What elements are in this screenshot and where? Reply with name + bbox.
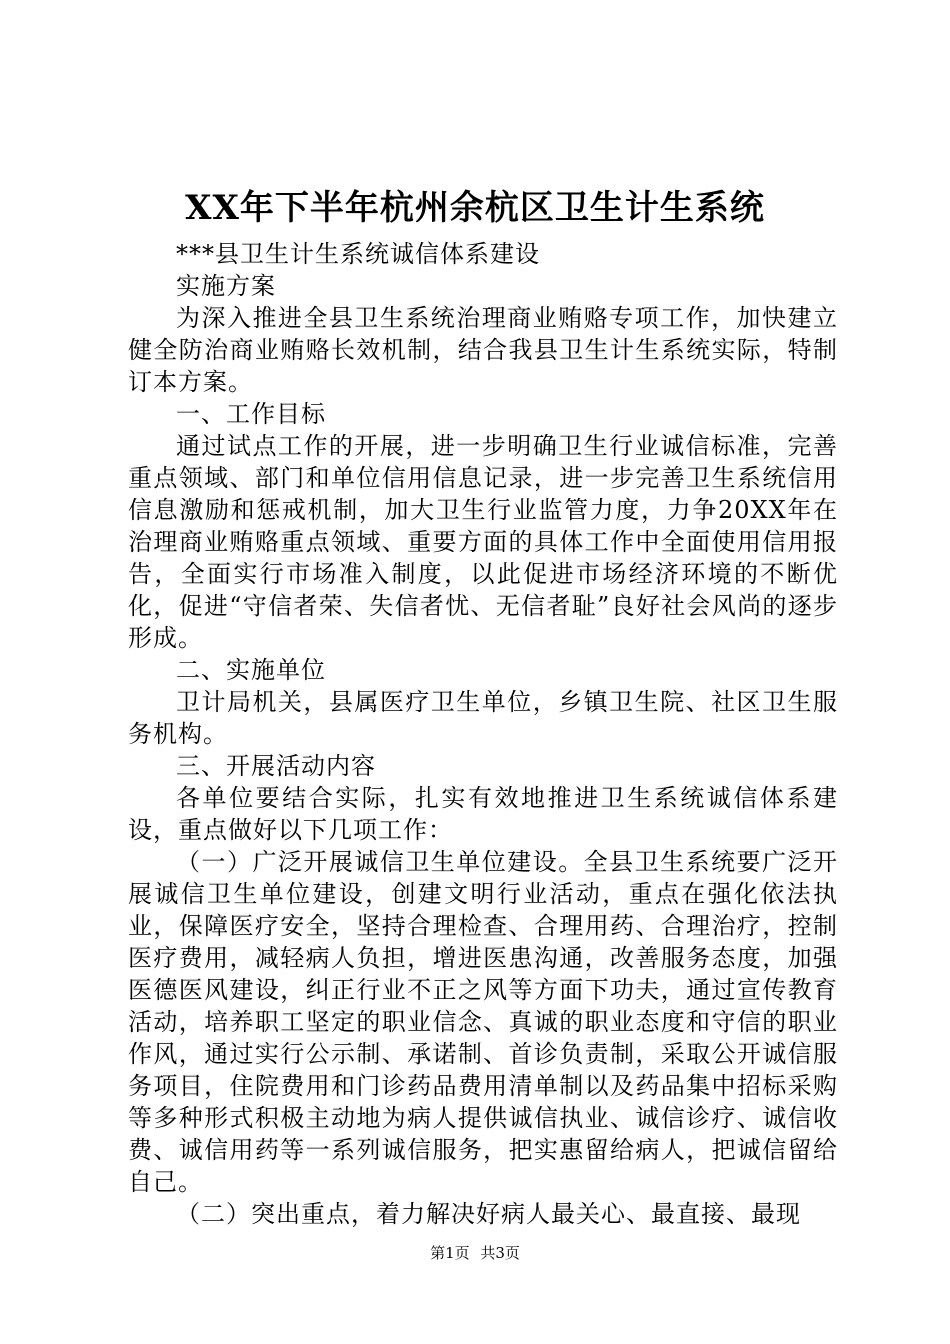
paragraph-item-2: （二）突出重点，着力解决好病人最关心、最直接、最现 bbox=[176, 1200, 801, 1228]
paragraph-item-1: （一）广泛开展诚信卫生单位建设。全县卫生系统要广泛开展诚信卫生单位建设，创建文明行业活动，重点在强化依法执业，保障医疗安全，坚持合理检查、合理用药、合理治疗，控制医疗费用，减轻病人负担，增进医患沟通，改善服务态度，加强医德医风建设，纠正行业不正之风等方面下功夫，通过宣传教育活动，培养职工坚定的职业信念、真诚的职业态度和守信的职业作风，通过实行公示制、承诺制、首诊负责制，采取公开诚信服务项目，住院费用和门诊药品费用清单制以及药品集中招标采购等多种形式积极主动地为病人提供诚信执业、诚信诊疗、诚信收费、诚信用药等一系列诚信服务，把实惠留给病人，把诚信留给自己。 bbox=[128, 848, 838, 1196]
paragraph-intro: 为深入推进全县卫生系统治理商业贿赂专项工作，加快建立健全防治商业贿赂长效机制，结合我县卫生计生系统实际，特制订本方案。 bbox=[128, 304, 838, 396]
paragraph-goals: 通过试点工作的开展，进一步明确卫生行业诚信标准，完善重点领域、部门和单位信用信息记录，进一步完善卫生系统信用信息激励和惩戒机制，加大卫生行业监管力度，力争20XX年在治理商业贿赂重点领域、重要方面的具体工作中全面使用信用报告，全面实行市场准入制度，以此促进市场经济环境的不断优化，促进“守信者荣、失信者忧、无信者耻”良好社会风尚的逐步形成。 bbox=[128, 432, 838, 652]
paragraph-units: 卫计局机关，县属医疗卫生单位，乡镇卫生院、社区卫生服务机构。 bbox=[128, 688, 838, 748]
paragraph-activities-intro: 各单位要结合实际，扎实有效地推进卫生系统诚信体系建设，重点做好以下几项工作： bbox=[128, 784, 838, 844]
section-heading-activities: 三、开展活动内容 bbox=[176, 752, 376, 780]
document-title: XX年下半年杭州余杭区卫生计生系统 bbox=[185, 188, 765, 228]
paragraph-subtitle: ***县卫生计生系统诚信体系建设 bbox=[176, 240, 540, 268]
page-total: 共3页 bbox=[480, 1244, 520, 1262]
paragraph-plan-label: 实施方案 bbox=[176, 272, 276, 300]
page-number: 第1页 bbox=[430, 1244, 470, 1262]
document-body bbox=[128, 238, 838, 1230]
page-footer bbox=[0, 1243, 950, 1263]
section-heading-units: 二、实施单位 bbox=[176, 656, 326, 684]
section-heading-goals: 一、工作目标 bbox=[176, 400, 326, 428]
